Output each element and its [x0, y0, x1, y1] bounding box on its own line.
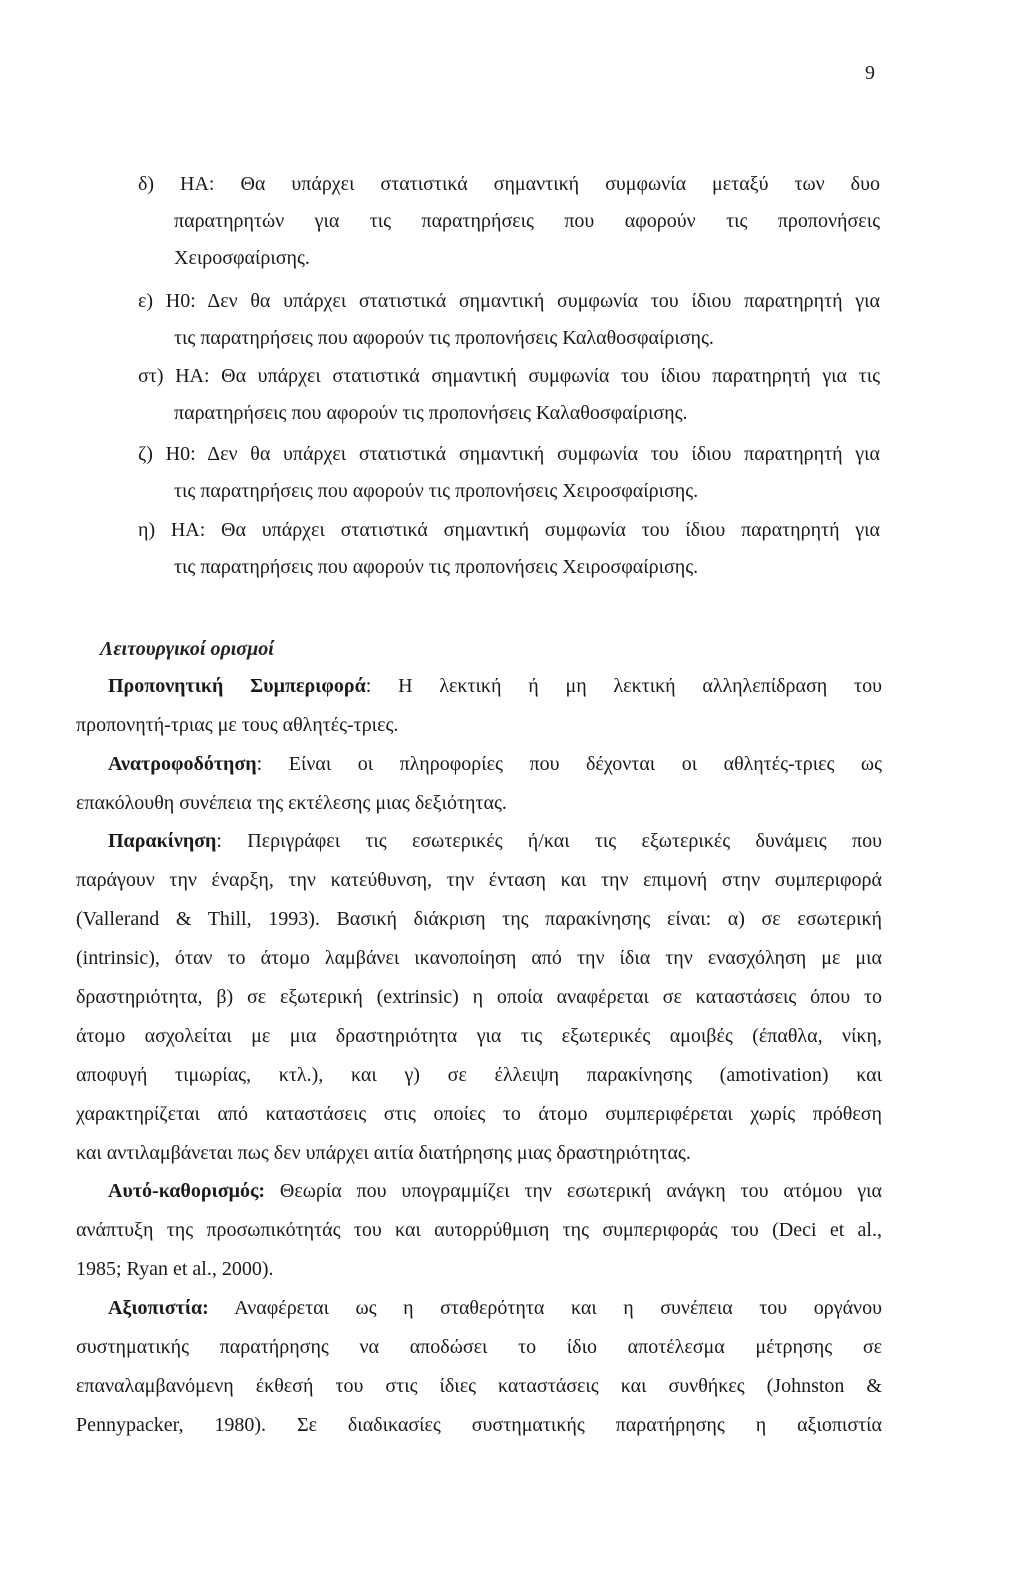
definition-line: επαναλαμβανόμενη έκθεσή του στις ίδιες καταστάσεις και συνθήκες (Johnston &: [76, 1375, 882, 1397]
hypothesis-line: παρατηρητών για τις παρατηρήσεις που αφορούν τις προπονήσεις: [174, 210, 880, 232]
hypothesis-line: ζ) Η0: Δεν θα υπάρχει στατιστικά σημαντική συμφωνία του ίδιου παρατηρητή για: [138, 443, 880, 465]
definition-line: άτομο ασχολείται με μια δραστηριότητα για τις εξωτερικές αμοιβές (έπαθλα, νίκη,: [76, 1025, 882, 1047]
definition-line: προπονητή-τριας με τους αθλητές-τριες.: [76, 714, 399, 736]
definition-line: δραστηριότητα, β) σε εξωτερική (extrinsic) η οποία αναφέρεται σε καταστάσεις όπου το: [76, 986, 882, 1008]
definition-text: : Είναι οι πληροφορίες που δέχονται οι αθλητές-τριες ως: [256, 753, 882, 775]
hypothesis-e: [138, 283, 880, 357]
definition-term: Αξιοπιστία:: [108, 1297, 209, 1319]
hypothesis-line: Χειροσφαίρισης.: [174, 247, 310, 269]
definition-text: : Η λεκτική ή μη λεκτική αλληλεπίδραση του: [365, 675, 882, 697]
definition-first-line: [76, 822, 882, 861]
definition-term: Παρακίνηση: [108, 830, 217, 852]
hypothesis-line: τις παρατηρήσεις που αφορούν τις προπονήσεις Χειροσφαίρισης.: [174, 556, 699, 578]
definition-line: (Vallerand & Thill, 1993). Βασική διάκριση της παρακίνησης είναι: α) σε εσωτερική: [76, 908, 882, 930]
hypothesis-line: η) ΗΑ: Θα υπάρχει στατιστικά σημαντική συμφωνία του ίδιου παρατηρητή για: [138, 519, 880, 541]
definition-line: παράγουν την έναρξη, την κατεύθυνση, την ένταση και την επιμονή στην συμπεριφορά: [76, 869, 882, 891]
definition-line: χαρακτηρίζεται από καταστάσεις στις οποίες το άτομο συμπεριφέρεται χωρίς πρόθεση: [76, 1103, 882, 1125]
hypothesis-d: [138, 166, 880, 277]
definition-term: Ανατροφοδότηση: [108, 753, 257, 775]
definition-first-line: [76, 1289, 882, 1328]
page-number: 9: [865, 62, 875, 84]
definition-text: : Περιγράφει τις εσωτερικές ή/και τις εξωτερικές δυνάμεις που: [216, 830, 882, 852]
definition-self-determination: [76, 1172, 882, 1289]
hypothesis-line: ε) Η0: Δεν θα υπάρχει στατιστικά σημαντική συμφωνία του ίδιου παρατηρητή για: [138, 290, 880, 312]
definition-first-line: [76, 667, 882, 706]
section-heading: Λειτουργικοί ορισμοί: [100, 638, 274, 660]
hypothesis-line: τις παρατηρήσεις που αφορούν τις προπονήσεις Καλαθοσφαίρισης.: [174, 327, 714, 349]
definition-term: Αυτό-καθορισμός:: [108, 1180, 266, 1202]
hypothesis-line: τις παρατηρήσεις που αφορούν τις προπονήσεις Χειροσφαίρισης.: [174, 480, 699, 502]
definition-line: (intrinsic), όταν το άτομο λαμβάνει ικανοποίηση από την ίδια την ενασχόληση με μια: [76, 947, 882, 969]
definition-line: και αντιλαμβάνεται πως δεν υπάρχει αιτία διατήρησης μιας δραστηριότητας.: [76, 1142, 691, 1164]
definition-line: επακόλουθη συνέπεια της εκτέλεσης μιας δεξιότητας.: [76, 792, 507, 814]
definition-line: ανάπτυξη της προσωπικότητάς του και αυτορρύθμιση της συμπεριφοράς του (Deci et al.,: [76, 1219, 882, 1241]
definition-line: Pennypacker, 1980). Σε διαδικασίες συστηματικής παρατήρησης η αξιοπιστία: [76, 1414, 882, 1436]
definition-motivation: [76, 822, 882, 1173]
definition-first-line: [76, 1172, 882, 1211]
definition-line: συστηματικής παρατήρησης να αποδώσει το ίδιο αποτέλεσμα μέτρησης σε: [76, 1336, 882, 1358]
definition-line: αποφυγή τιμωρίας, κτλ.), και γ) σε έλλειψη παρακίνησης (amotivation) και: [76, 1064, 882, 1086]
hypothesis-h: [138, 512, 880, 586]
definition-text: Θεωρία που υπογραμμίζει την εσωτερική ανάγκη του ατόμου για: [265, 1180, 882, 1202]
definition-first-line: [76, 745, 882, 784]
definition-line: 1985; Ryan et al., 2000).: [76, 1258, 274, 1280]
hypothesis-line: δ) ΗΑ: Θα υπάρχει στατιστικά σημαντική συμφωνία μεταξύ των δυο: [138, 173, 880, 195]
hypothesis-z: [138, 436, 880, 510]
definition-feedback: [76, 745, 882, 823]
hypothesis-st: [138, 358, 880, 432]
definition-text: Αναφέρεται ως η σταθερότητα και η συνέπεια του οργάνου: [208, 1297, 882, 1319]
hypothesis-line: στ) ΗΑ: Θα υπάρχει στατιστικά σημαντική συμφωνία του ίδιου παρατηρητή για τις: [138, 365, 880, 387]
definition-term: Προπονητική Συμπεριφορά: [108, 675, 366, 697]
definition-coaching-behavior: [76, 667, 882, 745]
hypothesis-line: παρατηρήσεις που αφορούν τις προπονήσεις Καλαθοσφαίρισης.: [174, 402, 688, 424]
definition-reliability: [76, 1289, 882, 1445]
